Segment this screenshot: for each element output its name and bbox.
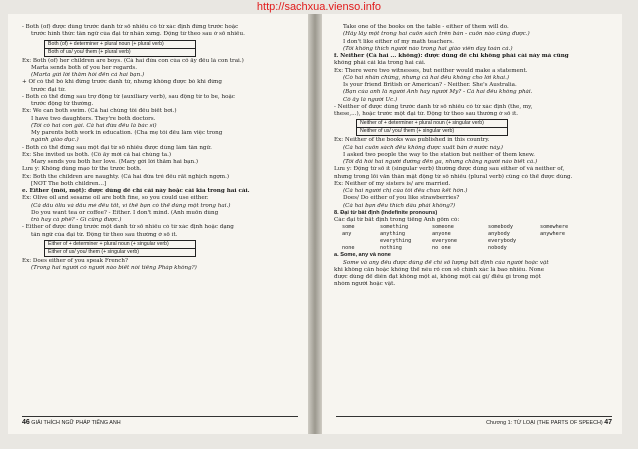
text-line: Ex: Neither of the books was published in this country. [334, 137, 490, 144]
pronoun-cell: somewhere [540, 224, 569, 231]
left-lines-a [22, 24, 300, 39]
box-row: Both (of) + determiner + plural noun (+ plural verb) [48, 40, 164, 47]
pronoun-cell: any [342, 231, 352, 238]
pronoun-cell: anywhere [540, 231, 565, 238]
text-line: Ex: Olive oil and sesame oil are both fine, so you could use either. [22, 195, 209, 202]
text-line: trước động từ thường. [31, 101, 94, 107]
pronoun-cell [342, 238, 380, 245]
subsection-heading: a. Some, any và none [334, 252, 391, 259]
text-line: - Both có thể đứng sau trợ động từ (auxiliary verb), sau động từ to be, hoặc [22, 93, 235, 100]
pronoun-cell: everybody [488, 238, 517, 245]
pronoun-cell: anyone [432, 231, 451, 238]
pronoun-cell: some [342, 224, 355, 231]
text-line: Is your friend British or American? - Neither. She's Australia. [343, 82, 517, 88]
text-line: Ex: Both the children are naughty. (Cả hai đứa trẻ đều rất nghịch ngợm.) [22, 173, 230, 180]
text-line: Ex: Neither of my sisters is/ are married. [334, 180, 451, 187]
pronoun-cell: something [380, 224, 409, 231]
footer-right-group [486, 419, 612, 426]
text-line: (Trong hai người có người nào biết nói tiếng Pháp không?) [31, 265, 197, 271]
text-line: (Tôi có hai con gái. Cả hai đứa đều là bác sĩ) [31, 122, 157, 129]
text-line: trà hay cà phê? - Gì cũng được.) [31, 217, 122, 223]
grammar-box-neither [356, 119, 508, 136]
right-footer [336, 416, 612, 426]
right-content [334, 24, 612, 289]
text-line: (Cả hai người chị của tôi đều chưa kết hôn.) [343, 188, 468, 194]
text-line: My parents both work in education. (Cha mẹ tôi đều làm việc trong [31, 130, 223, 136]
text-line: Marta sends both of you her regards. [31, 64, 137, 71]
text-line: (Tôi đã hỏi hai người đường đến ga, nhưng chẳng người nào biết cả.) [343, 159, 538, 165]
text-line: không phải cái kia trong hai cái. [334, 60, 426, 67]
pronoun-cell: no one [432, 245, 451, 252]
left-content [22, 24, 300, 272]
pronoun-cell [540, 245, 600, 252]
text-line: (Marta gửi lời thăm hỏi đến cả hai bạn.) [31, 72, 145, 78]
left-lines-c [22, 258, 300, 273]
text-line: (Cả hai cuốn sách đều không được xuất bản ở nước này.) [343, 144, 503, 151]
right-page [322, 14, 622, 434]
pronoun-table [334, 224, 612, 252]
page-number: 47 [604, 419, 612, 426]
pronoun-cell: everything [380, 238, 412, 245]
text-line: Does/ Do either of you like strawberries? [343, 195, 460, 202]
box-row: Neither of + determiner + plural noun (+ singular verb) [360, 120, 484, 127]
text-line: Mary sends you both her love. (Mary gởi lời thăm hai bạn.) [31, 159, 199, 165]
text-line: I have two daughters. They're both doctors. [31, 115, 156, 122]
text-line: - Either of được dùng trước một danh từ số nhiều có từ xác định hoặc dạng [22, 224, 234, 231]
text-line: (Cả dầu ôliu và dầu mè đều tốt, vì thế bạn có thể dùng một trong hai.) [31, 202, 231, 209]
chapter-title: Chương 1: TỪ LOẠI (THE PARTS OF SPEECH) [486, 420, 603, 426]
pronoun-cell: none [342, 245, 355, 252]
text-line: - Both (of) được dùng trước danh từ số nhiều có từ xác định đứng trước hoặc [22, 24, 239, 30]
left-footer [22, 416, 298, 426]
text-line: trước hình thức tân ngữ của đại từ nhân xưng. Động từ theo sau ở số nhiều. [31, 31, 245, 38]
text-line: Take one of the books on the table - either of them will do. [343, 24, 509, 30]
pronoun-cell: everyone [432, 238, 457, 245]
text-line: Lưu ý: Động từ số ít (singular verb) thường được dùng sau either of và neither of, [334, 166, 565, 173]
pronoun-cell: somebody [488, 224, 513, 231]
text-line: Lưu ý: Không dùng mạo từ the trước both. [22, 166, 142, 173]
grammar-box-both [44, 40, 196, 57]
text-line: - Neither of được dùng trước danh từ số nhiều có từ xác định (the, my, [334, 103, 533, 110]
box-row: Either of us/ you/ them (+ singular verb) [45, 248, 195, 256]
text-line: I asked two people the way to the station but neither of them knew. [343, 151, 535, 158]
pronoun-cell: anybody [488, 231, 510, 238]
right-lines-c [334, 260, 612, 289]
text-line: - Both có thể đứng sau một đại từ số nhiều được dùng làm tân ngữ. [22, 144, 212, 151]
book-gutter [308, 14, 322, 434]
text-line: khi không cần hoặc không thể nêu rõ con số chính xác là bao nhiêu. None [334, 266, 545, 273]
text-line: f. Neither (Cả hai ... không): được dùng để chỉ không phải cái này mà cũng [334, 53, 569, 59]
text-line: Cô ấy là người Úc.) [343, 96, 398, 103]
text-line: I don't like either of my math teachers. [343, 38, 454, 45]
right-lines-a [334, 24, 612, 118]
text-line: Some và any đều được dùng để chỉ số lượng bất định của người hoặc vật [343, 259, 549, 266]
book-title: GIẢI THÍCH NGỮ PHÁP TIẾNG ANH [31, 420, 121, 426]
text-line: ngành giáo dục.) [31, 137, 79, 144]
text-line: được dùng để diễn đạt không một ai, không một cái gì/ điều gì trong một [334, 274, 541, 280]
text-line: Ex: She invited us both. (Cô ấy mời cả hai chúng ta.) [22, 151, 172, 158]
section-intro: Các đại từ bất định trong tiếng Anh gồm có: [334, 217, 460, 223]
text-line: tân ngữ của đại từ. Động từ theo sau thường ở số ít. [31, 231, 178, 238]
left-page [8, 14, 308, 434]
box-row: Either of + determiner + plural noun (+ singular verb) [48, 240, 169, 247]
text-line: (Có hai nhân chứng, nhưng cả hai đều không cho lời khai.) [343, 74, 510, 81]
footer-left-group [22, 419, 121, 426]
text-line: + Of có thể bỏ khi đứng trước danh từ, nhưng không được bỏ khi đứng [22, 79, 222, 86]
box-row: Both of us/ you/ them (+ plural verb) [45, 48, 195, 56]
left-lines-b [22, 58, 300, 239]
text-line: e. Either (mỗi, một): được dùng để chỉ cái này hoặc cái kia trong hai cái. [22, 188, 250, 194]
page-number: 46 [22, 419, 30, 426]
text-line: Ex: There were two witnesses, but neither would make a statement. [334, 67, 528, 74]
section-heading: 8. Đại từ bất định (Indefinite pronouns) [334, 209, 438, 216]
pronoun-cell: someone [432, 224, 454, 231]
text-line: Ex: We can both swim. (Cả hai chúng tôi đều biết bơi.) [22, 108, 177, 115]
text-line: Ex: Both (of) her children are boys. (Cả hai đứa con của cô ấy đều là con trai.) [22, 57, 244, 64]
pronoun-cell [540, 238, 600, 245]
text-line: these,...), hoặc trước một đại từ. Động từ theo sau thường ở số ít. [334, 111, 518, 117]
pronoun-cell: nobody [488, 245, 507, 252]
text-line: [NOT The both children...] [31, 180, 107, 187]
text-line: nhóm người hoặc vật. [334, 281, 396, 288]
text-line: (Cả hai bạn đều thích dâu phải không?) [343, 202, 456, 209]
watermark-url[interactable]: http://sachxua.vienso.info [256, 1, 382, 13]
text-line: (Hãy lấy một trong hai cuốn sách trên bàn - cuốn nào cũng được.) [343, 31, 530, 38]
right-lines-b [334, 137, 612, 210]
grammar-box-either [44, 240, 196, 257]
text-line: Ex: Does either of you speak French? [22, 257, 129, 264]
pronoun-cell: anything [380, 231, 405, 238]
text-line: nhưng trong lối văn thân mật động từ số nhiều (plural verb) cũng có thể được dùng. [334, 173, 573, 180]
text-line: trước đại từ. [31, 86, 66, 93]
box-row: Neither of us/ you/ them (+ singular verb) [357, 127, 507, 135]
text-line: (Tôi không thích người nào trong hai giáo viên dạy toán cả.) [343, 45, 513, 52]
pronoun-cell: nothing [380, 245, 402, 252]
text-line: Do you want tea or coffee? - Either. I don't mind. (Anh muốn dùng [31, 209, 219, 216]
text-line: (Bạn của anh là người Anh hay người Mỹ? - Cả hai đều không phải. [343, 89, 533, 96]
